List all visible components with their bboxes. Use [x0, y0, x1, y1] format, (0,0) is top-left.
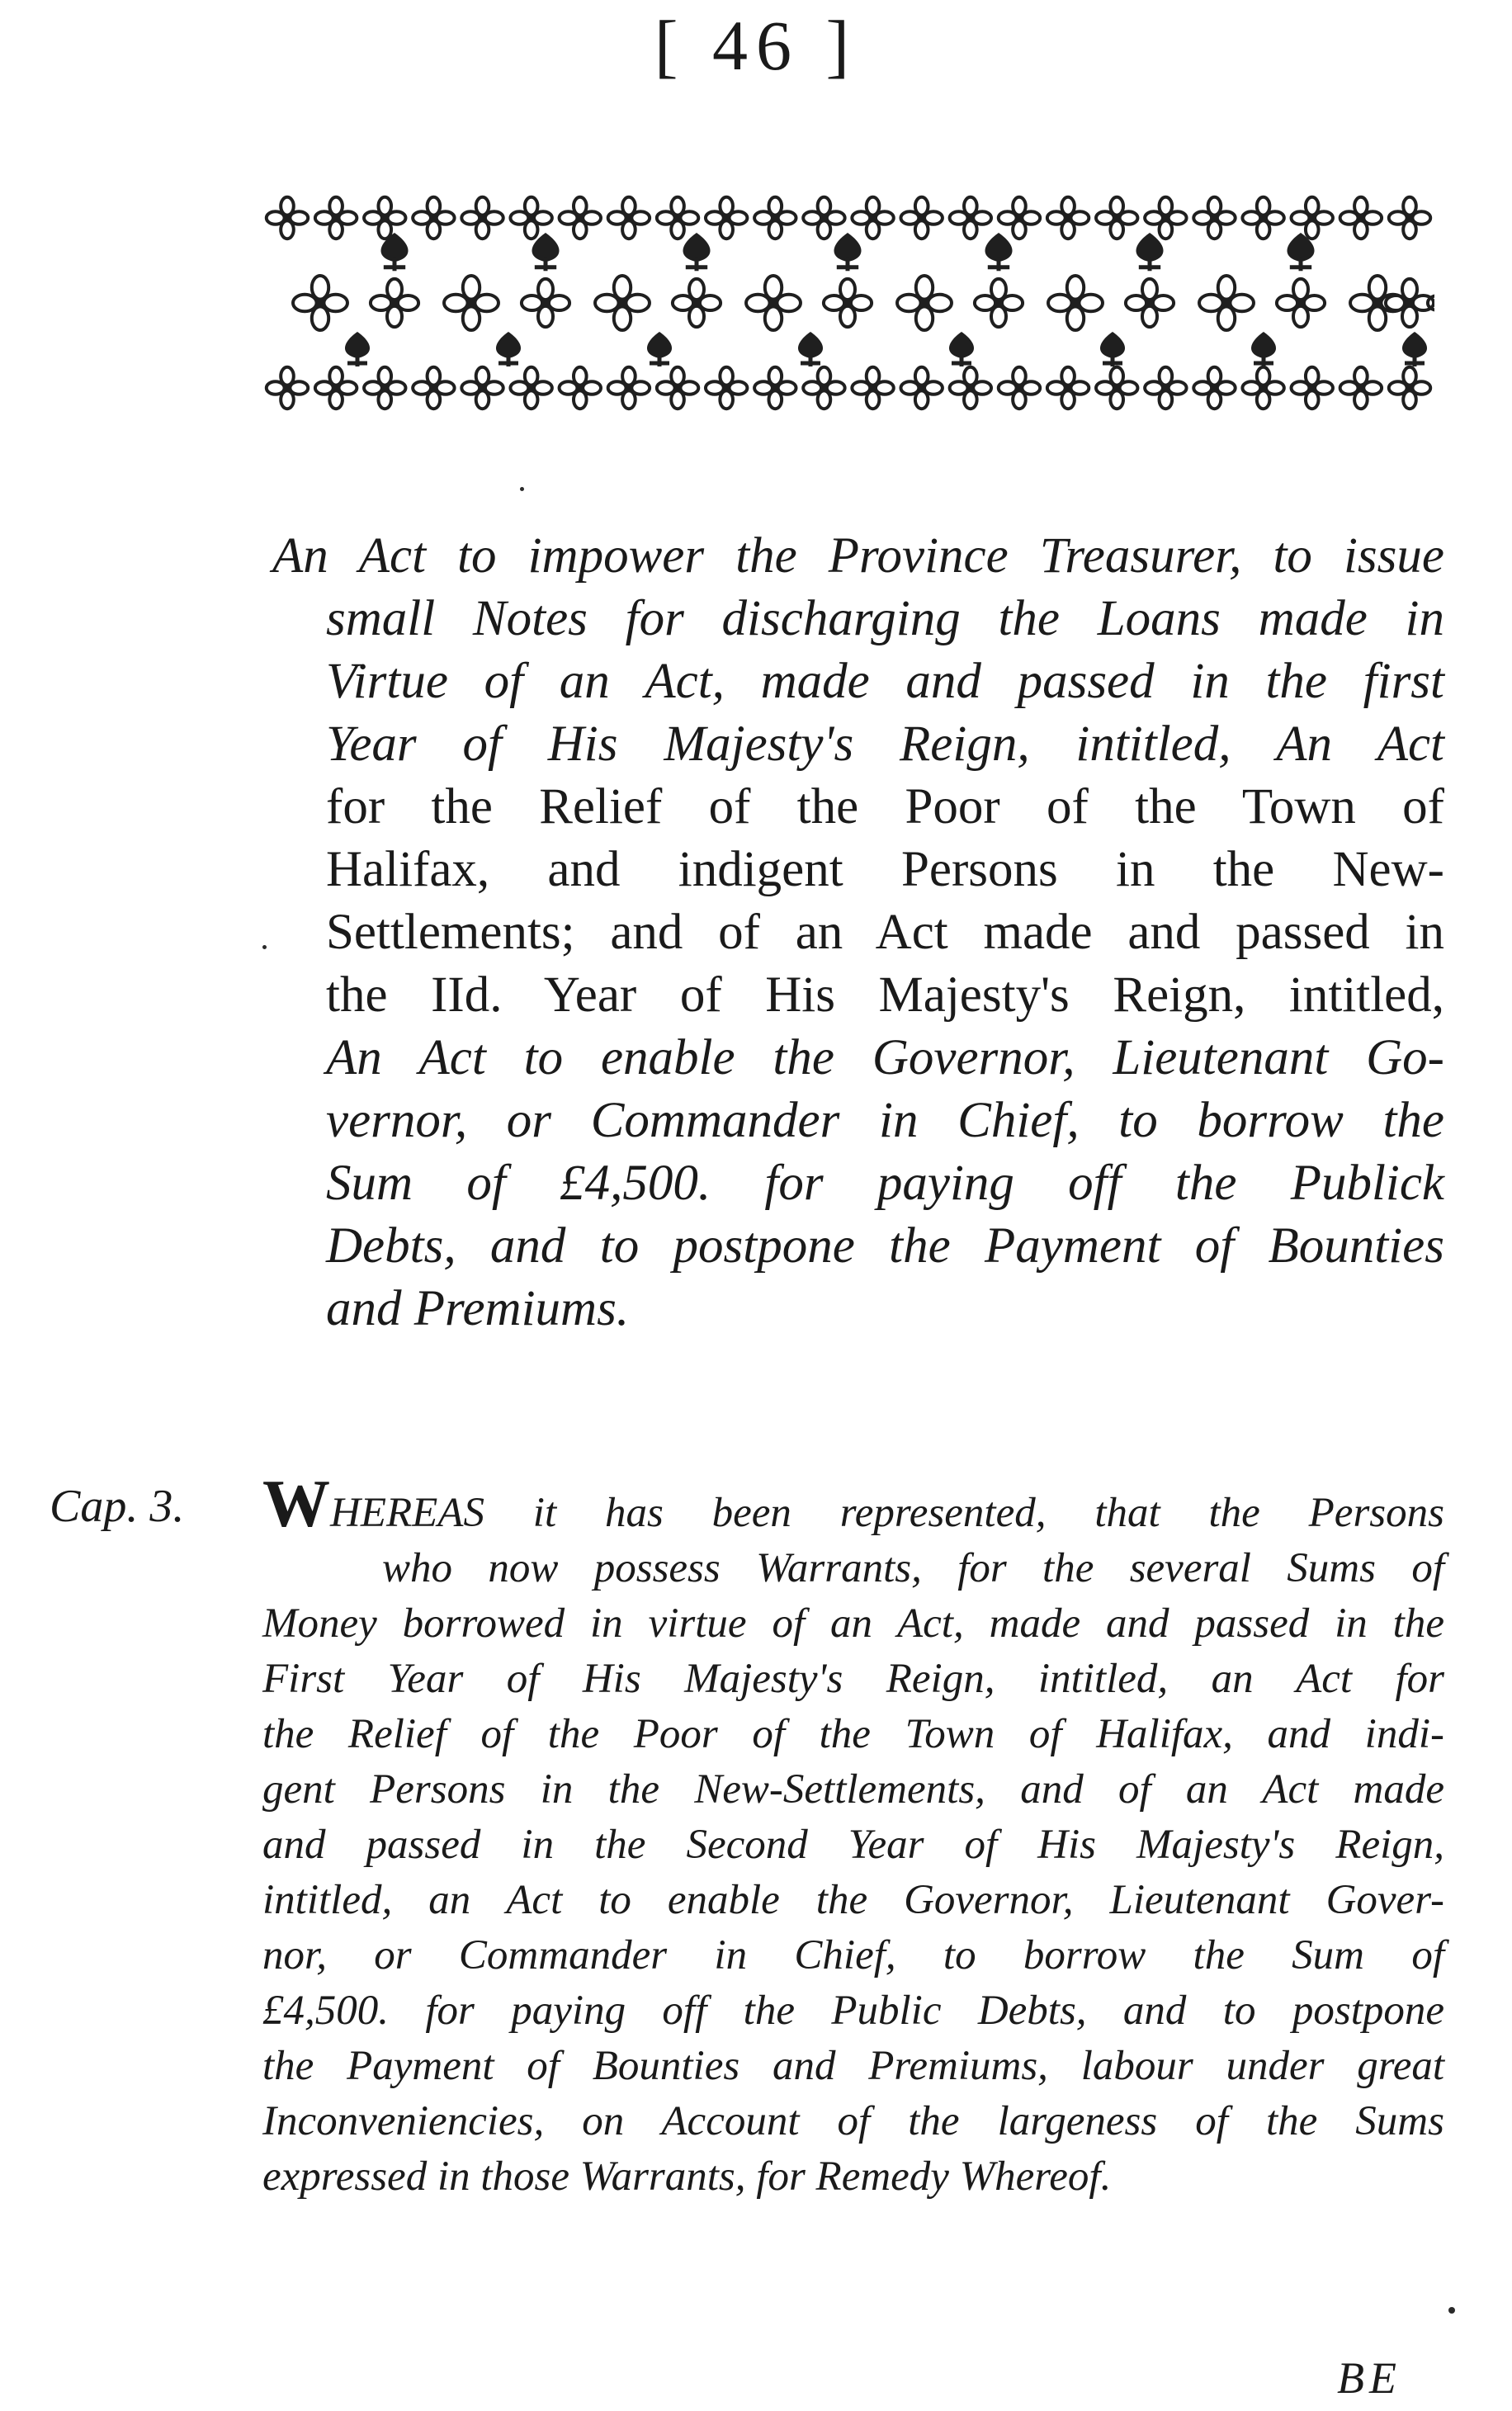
ornament-rosette: [950, 197, 991, 239]
ornament-sprig: [345, 332, 370, 366]
ornament-sprig: [496, 332, 521, 366]
title-line: Virtue of an Act, made and passed in the first: [326, 654, 1444, 709]
ornament-rosette: [900, 197, 942, 239]
ornament-rosette: [510, 367, 551, 409]
ornament-rosette: [1292, 197, 1333, 239]
ornament-rosette: [657, 367, 698, 409]
ornament-rosette: [560, 367, 601, 409]
ornament-rosette: [413, 367, 454, 409]
ornament-rosette: [510, 197, 551, 239]
ornament-sprig: [1251, 332, 1276, 366]
body-line: intitled, an Act to enable the Governor, Lieutenant Gover-: [262, 1877, 1444, 1923]
ornament-rosette: [608, 197, 650, 239]
ornament-rosette: [900, 367, 942, 409]
ornament-rosette: [824, 279, 872, 327]
body-line: the Payment of Bounties and Premiums, labour under great: [262, 2043, 1444, 2089]
title-line: Settlements; and of an Act made and passed in: [326, 905, 1444, 960]
ornament-rosette: [754, 367, 796, 409]
ornament-rosette: [293, 276, 347, 330]
ornament-rosette: [1048, 276, 1103, 330]
ornament-rosette: [1145, 197, 1186, 239]
ornament-sprig: [834, 233, 862, 271]
body-line: First Year of His Majesty's Reign, intitled, an Act for: [262, 1656, 1444, 1702]
act-preamble: [262, 1466, 1444, 2205]
ornament-rosette: [1340, 367, 1382, 409]
title-line: Year of His Majesty's Reign, intitled, An Act: [326, 716, 1444, 772]
body-line-first: [262, 1466, 1444, 1541]
body-line: and passed in the Second Year of His Majesty's Reign,: [262, 1822, 1444, 1868]
body-line: gent Persons in the New-Settlements, and of an Act made: [262, 1766, 1444, 1813]
drop-initial: W: [262, 1466, 330, 1541]
ornament-sprig: [985, 233, 1013, 271]
body-line: expressed in those Warrants, for Remedy Whereof.: [262, 2153, 1112, 2200]
ornament-rosette: [1242, 367, 1283, 409]
ornament-rosette: [950, 367, 991, 409]
ornament-rosette: [1096, 197, 1137, 239]
ornament-sprig: [1136, 233, 1164, 271]
margin-note-chapter: Cap. 3.: [50, 1481, 185, 1532]
ornament-rosette: [413, 197, 454, 239]
title-line: Halifax, and indigent Persons in the New-: [326, 842, 1444, 897]
ink-speck: [1448, 2307, 1455, 2314]
ornament-rosette: [595, 276, 650, 330]
ornament-sprig: [532, 233, 560, 271]
ornament-rosette: [1047, 197, 1089, 239]
ornament-rosette: [1047, 367, 1089, 409]
ornament-rosette: [975, 279, 1023, 327]
body-line: Inconveniencies, on Account of the largeness of the Sums: [262, 2098, 1444, 2144]
ornament-rosette: [803, 197, 844, 239]
ornament-rosette: [522, 279, 569, 327]
title-line: for the Relief of the Poor of the Town of: [326, 779, 1444, 834]
ornament-sprig: [949, 332, 974, 366]
ornament-rosette: [1193, 197, 1235, 239]
body-line: Money borrowed in virtue of an Act, made and passed in the: [262, 1600, 1444, 1647]
ornament-rosette: [1340, 197, 1382, 239]
act-title: [272, 525, 1444, 1340]
ornament-rosette: [1350, 276, 1405, 330]
ornament-rosette: [444, 276, 498, 330]
ornament-rosette: [803, 367, 844, 409]
title-line: small Notes for discharging the Loans made in: [326, 591, 1444, 646]
ornament-rosette: [1096, 367, 1137, 409]
page-number: [ 46 ]: [654, 6, 858, 85]
title-line: and Premiums.: [326, 1281, 630, 1336]
ornament-sprig: [1402, 332, 1427, 366]
ornament-rosette: [1126, 279, 1174, 327]
title-line: vernor, or Commander in Chief, to borrow the: [326, 1093, 1444, 1148]
ornament-rosette: [754, 197, 796, 239]
ornament-rosette: [560, 197, 601, 239]
ornament-rosette: [364, 367, 405, 409]
ornament-sprig: [1100, 332, 1125, 366]
ornament-rosette: [608, 367, 650, 409]
ornament-rosette: [1277, 279, 1325, 327]
ornament-rosette: [1145, 367, 1186, 409]
ornament-sprig: [647, 332, 672, 366]
ink-speck: [520, 487, 524, 491]
ornament-rosette: [267, 197, 308, 239]
ornament-rosette: [315, 197, 357, 239]
ornament-sprig: [798, 332, 823, 366]
ornament-rosette: [706, 367, 747, 409]
ornament-rosette: [461, 367, 503, 409]
ink-speck: [262, 945, 267, 949]
body-line: the Relief of the Poor of the Town of Halifax, and indi-: [262, 1711, 1444, 1757]
ornament-rosette: [1389, 197, 1430, 239]
ornament-rosette: [1193, 367, 1235, 409]
ornament-sprig: [683, 233, 711, 271]
catchword: BE: [1337, 2353, 1401, 2403]
ornament-rosette: [897, 276, 952, 330]
ornament-rosette: [364, 197, 405, 239]
ornament-rosette: [852, 197, 893, 239]
ornament-rosette: [1389, 367, 1430, 409]
ornament-rosette: [371, 279, 418, 327]
ornament-rosette: [1292, 367, 1333, 409]
title-line: An Act to impower the Province Treasurer, to issue: [272, 528, 1444, 584]
body-line: who now possess Warrants, for the several Sums of: [382, 1545, 1444, 1591]
title-line: the IId. Year of His Majesty's Reign, intitled,: [326, 967, 1444, 1023]
ornament-rosette: [1199, 276, 1254, 330]
ornament-rosette: [999, 367, 1040, 409]
ornament-rosette: [852, 367, 893, 409]
body-line: nor, or Commander in Chief, to borrow the Sum of: [262, 1932, 1444, 1978]
body-line: £4,500. for paying off the Public Debts, and to postpone: [262, 1988, 1444, 2034]
ornament-rosette: [673, 279, 721, 327]
ornament-rosette: [315, 367, 357, 409]
ornament-rosette: [746, 276, 801, 330]
ornament-rosette: [267, 367, 308, 409]
ornament-rosette: [657, 197, 698, 239]
title-line: Debts, and to postpone the Payment of Bounties: [326, 1218, 1444, 1274]
body-line: HEREAS it has been represented, that the Persons: [330, 1490, 1444, 1536]
title-line: An Act to enable the Governor, Lieutenant Go-: [326, 1030, 1444, 1085]
ornament-rosette: [461, 197, 503, 239]
title-line: Sum of £4,500. for paying off the Publick: [326, 1156, 1444, 1211]
ornament-rosette: [1242, 197, 1283, 239]
ornament-rosette: [706, 197, 747, 239]
printers-ornament: [262, 191, 1434, 413]
ornament-rosette: [999, 197, 1040, 239]
